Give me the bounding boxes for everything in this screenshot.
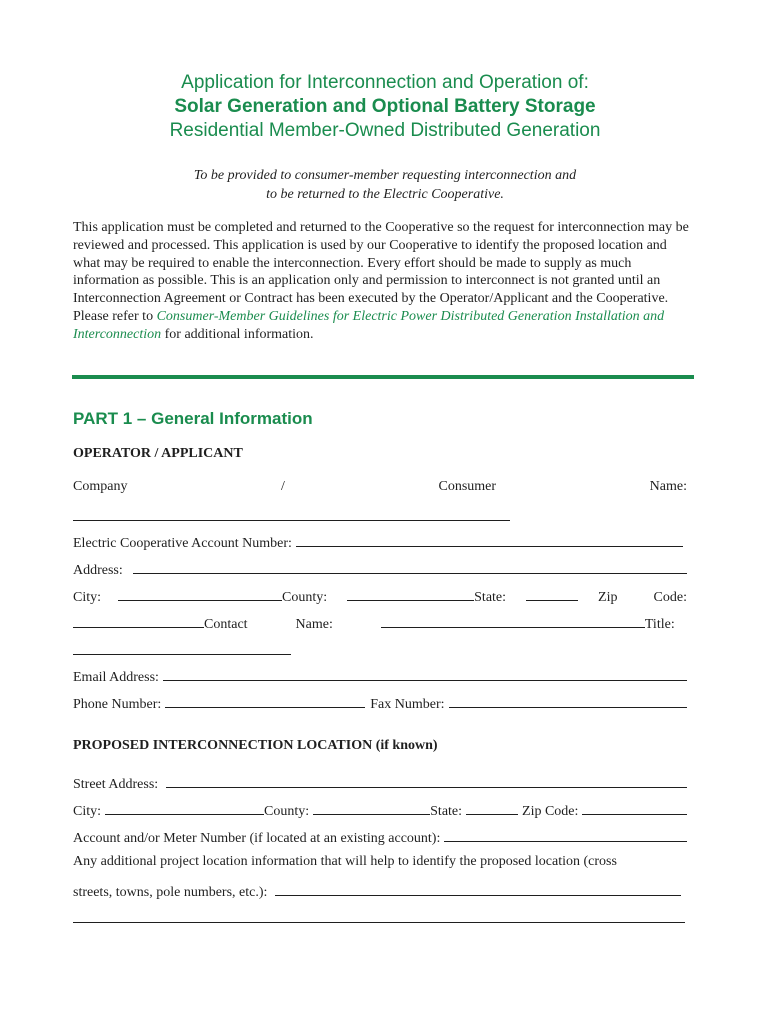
location-county-field[interactable] [313,800,430,815]
street-address-row [73,773,687,793]
meter-number-field[interactable] [444,827,687,842]
account-number-label: Electric Cooperative Account Number: [73,536,292,551]
email-field[interactable] [163,666,687,681]
zip-code-label: Code: [653,590,687,605]
title-field[interactable] [73,640,291,655]
fax-label: Fax Number: [370,697,445,712]
title-label: Title: [644,617,675,632]
location-state-field[interactable] [466,800,518,815]
meter-number-label: Account and/or Meter Number (if located at an existing account): [73,831,441,846]
contact-label: Contact [204,617,248,632]
street-address-field[interactable] [166,773,687,788]
location-zip-code-field[interactable] [582,800,687,815]
part-1-heading: PART 1 – General Information [73,409,313,428]
county-label: County: [282,590,328,605]
fax-field[interactable] [449,693,687,708]
contact-name-title-row [73,613,687,633]
intro-text-part-1: This application must be completed and returned to the Cooperative so the request for interconnection may be reviewed and processed. This application is used by our Cooperative to identify the proposed location and what may be required to enable the interconnection. Every effort should be made to supply as much information as possible. This is an application only and permission to interconnect is not granted until an Interconnection Agreement or Contract has been executed by the Operator/Applicant and the Cooperative. Please refer to [73,220,689,324]
location-state-label: State: [430,804,463,819]
operator-applicant-heading: OPERATOR / APPLICANT [73,446,243,461]
meter-number-row [73,827,687,847]
zip-label: Zip [598,590,618,605]
county-field[interactable] [347,586,474,601]
additional-info-label-line-1: Any additional project location information that will help to identify the proposed location (cross [73,854,617,869]
account-number-field[interactable] [296,532,683,547]
slash-separator: / [281,479,285,494]
company-consumer-name-field[interactable] [73,506,510,521]
contact-name-field[interactable] [381,613,645,628]
additional-info-label-line-2: streets, towns, pole numbers, etc.): [73,885,268,900]
state-field[interactable] [526,586,578,601]
form-title-line-2: Solar Generation and Optional Battery Storage [174,96,596,117]
section-divider [72,375,694,379]
name-label: Name: [649,479,687,494]
additional-info-field-2[interactable] [73,908,685,923]
street-address-label: Street Address: [73,777,159,792]
additional-info-field-1[interactable] [275,881,681,896]
proposed-location-heading: PROPOSED INTERCONNECTION LOCATION (if known) [73,738,438,753]
phone-fax-row [73,693,687,713]
consumer-label: Consumer [438,479,497,494]
location-city-label: City: [73,804,102,819]
phone-field[interactable] [165,693,365,708]
location-city-county-state-zip-row [73,800,687,820]
intro-text-part-2: for additional information. [161,326,314,342]
phone-label: Phone Number: [73,697,162,712]
city-label: City: [73,590,102,605]
zip-code-field[interactable] [73,613,204,628]
contact-name-label: Name: [295,617,333,632]
location-zip-code-label: Zip Code: [522,804,579,819]
email-row [73,666,687,686]
form-title-line-3: Residential Member-Owned Distributed Generation [169,120,601,141]
address-field[interactable] [133,559,687,574]
state-label: State: [474,590,507,605]
account-number-row [73,532,687,552]
additional-info-row-2 [73,881,687,901]
location-county-label: County: [264,804,310,819]
company-consumer-name-row [73,479,687,495]
city-county-state-zip-row [73,586,687,606]
form-subtitle-line-1: To be provided to consumer-member requesting interconnection and [193,168,577,183]
form-title-line-1: Application for Interconnection and Operation of: [181,72,589,93]
guidelines-reference: Consumer-Member Guidelines for Electric Power Distributed Generation Installation and Interconnection [73,308,665,342]
address-label: Address: [73,563,123,578]
address-row [73,559,687,579]
company-name-blank-row [73,506,687,521]
additional-info-row-3 [73,908,687,923]
additional-info-row-1 [73,854,687,870]
intro-paragraph [73,219,693,344]
title-blank-row [73,640,687,655]
location-city-field[interactable] [105,800,264,815]
company-label: Company [73,479,128,494]
email-label: Email Address: [73,670,159,685]
form-subtitle-line-2: to be returned to the Electric Cooperative. [266,187,504,202]
city-field[interactable] [118,586,282,601]
